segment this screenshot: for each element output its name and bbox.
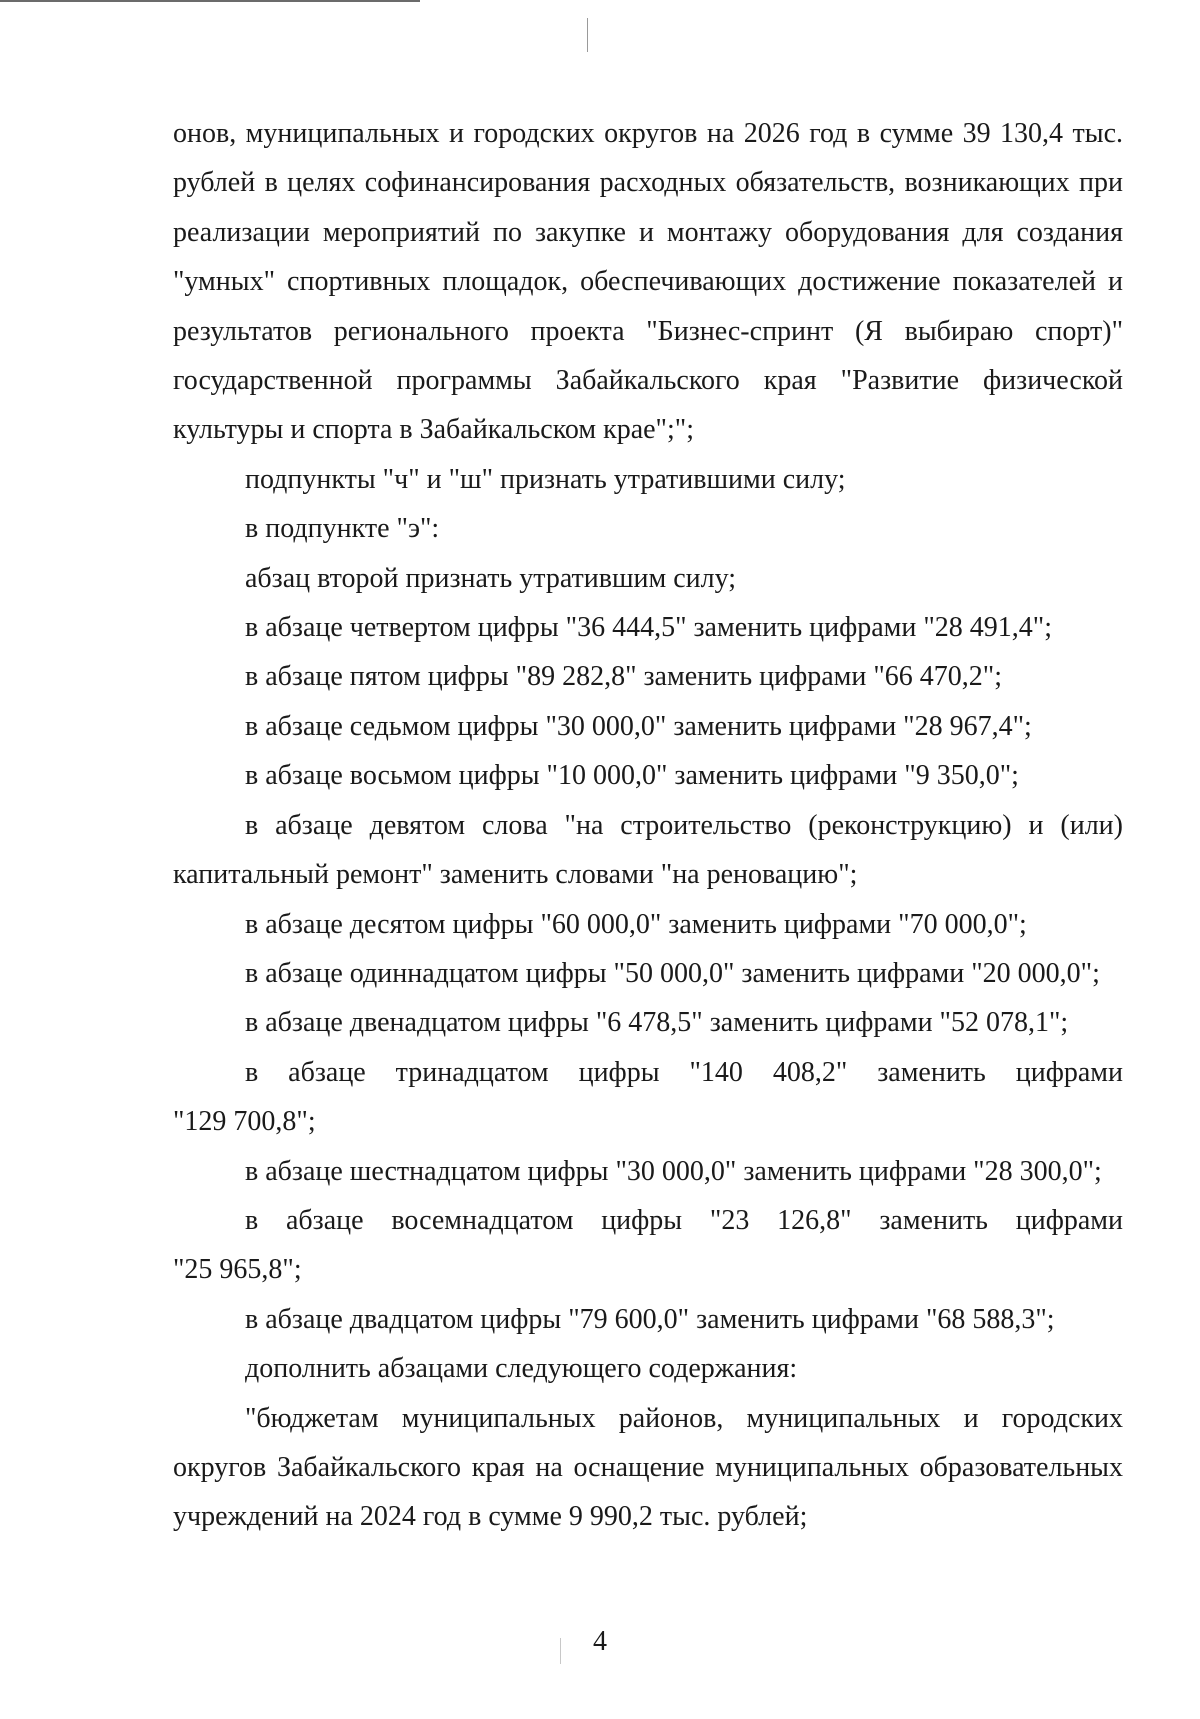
paragraph: подпункты "ч" и "ш" признать утратившими силу;	[245, 463, 846, 495]
paragraph: в абзаце шестнадцатом цифры "30 000,0" заменить цифрами "28 300,0";	[245, 1155, 1102, 1187]
page-number: 4	[593, 1626, 607, 1657]
paragraph: "25 965,8";	[173, 1254, 302, 1286]
paragraph: в абзаце седьмом цифры "30 000,0" заменить цифрами "28 967,4";	[245, 710, 1032, 742]
paragraph: в абзаце десятом цифры "60 000,0" заменить цифрами "70 000,0";	[245, 908, 1027, 940]
paragraph: дополнить абзацами следующего содержания:	[245, 1353, 798, 1385]
paragraph: "бюджетам муниципальных районов, муниципальных и городских округов Забайкальского края на оснащение муниципальных образовательных учреждений на 2024 год в сумме 9 990,2 тыс. рублей;	[173, 1402, 1123, 1533]
paragraph: в абзаце четвертом цифры "36 444,5" заменить цифрами "28 491,4";	[245, 612, 1052, 644]
scan-edge-line	[0, 0, 420, 2]
scan-artifact-line	[560, 1638, 561, 1664]
paragraph: в абзаце девятом слова "на строительство (реконструкцию) и (или) капитальный ремонт" заменить словами "на реновацию";	[173, 809, 1123, 891]
paragraph: в абзаце пятом цифры "89 282,8" заменить цифрами "66 470,2";	[245, 661, 1002, 693]
scan-artifact-line	[587, 18, 588, 52]
paragraph: абзац второй признать утратившим силу;	[245, 562, 737, 594]
paragraph: в абзаце восьмом цифры "10 000,0" заменить цифрами "9 350,0";	[245, 760, 1019, 792]
paragraph: в абзаце восемнадцатом цифры "23 126,8" заменить цифрами	[245, 1204, 1123, 1236]
paragraph: онов, муниципальных и городских округов на 2026 год в сумме 39 130,4 тыс. рублей в целях софинансирования расходных обязательств, возникающих при реализации мероприятий по закупке и монтажу оборудования для создания "умных" спортивных площадок, обеспечивающих достижение показателей и результатов регионального проекта "Бизнес-спринт (Я выбираю спорт)" государственной программы Забайкальского края "Развитие физической культуры и спорта в Забайкальском крае";";	[173, 118, 1123, 446]
paragraph: в абзаце двенадцатом цифры "6 478,5" заменить цифрами "52 078,1";	[245, 1007, 1069, 1039]
document-body	[173, 109, 1123, 1542]
paragraph: в абзаце одиннадцатом цифры "50 000,0" заменить цифрами "20 000,0";	[245, 957, 1100, 989]
paragraph: в абзаце двадцатом цифры "79 600,0" заменить цифрами "68 588,3";	[245, 1303, 1055, 1335]
paragraph: в абзаце тринадцатом цифры "140 408,2" заменить цифрами	[245, 1056, 1123, 1088]
paragraph: "129 700,8";	[173, 1106, 316, 1138]
paragraph: в подпункте "э":	[245, 513, 440, 545]
